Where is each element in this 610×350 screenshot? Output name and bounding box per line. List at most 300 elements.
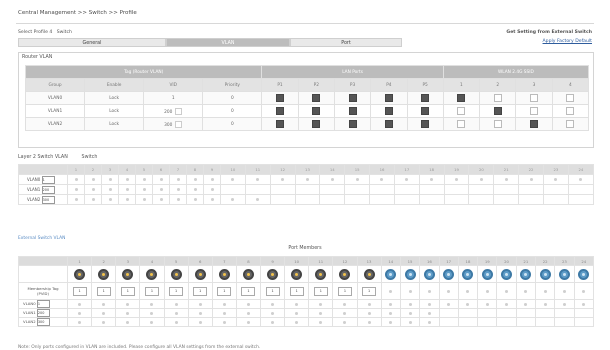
port-member-cell[interactable]	[164, 300, 188, 309]
l2-cell[interactable]	[68, 185, 85, 195]
pvid-input[interactable]: 1	[338, 287, 352, 296]
l2-col-header: 2	[85, 165, 102, 175]
lan-checkbox[interactable]	[276, 107, 284, 115]
l2-cell[interactable]	[270, 195, 295, 205]
port-member-cell[interactable]	[236, 300, 260, 309]
table-row	[26, 92, 589, 105]
port-member-cell[interactable]	[212, 309, 236, 318]
ethernet-port-icon[interactable]	[482, 269, 493, 280]
member-dot	[109, 198, 112, 201]
l2-cell[interactable]	[221, 175, 246, 185]
apply-default-link[interactable]: Apply Factory Default	[542, 39, 592, 44]
l2-cell[interactable]	[444, 195, 469, 205]
port-member-cell[interactable]	[420, 300, 439, 309]
port-member-cell[interactable]	[536, 309, 555, 318]
tab-port[interactable]: Port	[290, 38, 402, 47]
port-member-cell[interactable]	[497, 318, 516, 327]
member-dot	[177, 178, 180, 181]
l2-cell[interactable]	[153, 175, 170, 185]
table-row	[26, 105, 589, 118]
lan-checkbox[interactable]	[276, 94, 284, 102]
l2-cell[interactable]	[568, 175, 593, 185]
tag-cell	[497, 283, 516, 300]
pvid-input[interactable]: 1	[169, 287, 183, 296]
col-priority: Priority	[203, 79, 262, 92]
port-member-cell[interactable]	[285, 309, 309, 318]
member-dot	[177, 198, 180, 201]
l2-col-header: 12	[270, 165, 295, 175]
l2-cell[interactable]	[469, 175, 494, 185]
l2-cell[interactable]	[136, 175, 153, 185]
ethernet-port-icon[interactable]	[520, 269, 531, 280]
ethernet-port-icon[interactable]	[405, 269, 416, 280]
l2-cell[interactable]	[394, 185, 419, 195]
vlan-row-label	[19, 175, 68, 185]
port-member-cell[interactable]	[164, 318, 188, 327]
vlan-select[interactable]: 200	[42, 186, 55, 194]
ethernet-port-icon[interactable]	[171, 269, 182, 280]
l2-cell[interactable]	[494, 195, 519, 205]
port-member-cell[interactable]	[420, 309, 439, 318]
l2-col-header: 24	[568, 165, 593, 175]
port-member-cell[interactable]	[92, 300, 116, 309]
col-ssid-2: 2	[480, 79, 516, 92]
member-dot	[223, 312, 226, 315]
enable-cell: Lock	[85, 105, 144, 118]
ethernet-port-icon[interactable]	[501, 269, 512, 280]
port-icon-cell	[357, 266, 381, 283]
port-member-cell[interactable]	[212, 318, 236, 327]
l2-col-header: 11	[245, 165, 270, 175]
l2-cell[interactable]	[102, 195, 119, 205]
port-member-cell[interactable]	[381, 309, 400, 318]
tag-cell	[261, 283, 285, 300]
tag-cell	[285, 283, 309, 300]
port-member-cell[interactable]	[516, 309, 535, 318]
port-number-header: 8	[236, 257, 260, 266]
tag-cell	[420, 283, 439, 300]
ethernet-port-icon[interactable]	[339, 269, 350, 280]
port-member-cell[interactable]	[574, 318, 593, 327]
port-member-cell[interactable]	[458, 309, 477, 318]
port-number-header: 13	[357, 257, 381, 266]
ethernet-port-icon[interactable]	[364, 269, 375, 280]
l2-col-header: 5	[136, 165, 153, 175]
member-dot	[175, 303, 178, 306]
member-dot	[428, 290, 431, 293]
pvid-input[interactable]: 1	[241, 287, 255, 296]
port-member-cell[interactable]	[309, 318, 333, 327]
ssid-checkbox[interactable]	[494, 107, 502, 115]
l2-cell[interactable]	[136, 185, 153, 195]
port-member-cell[interactable]	[555, 309, 574, 318]
lan-checkbox[interactable]	[349, 120, 357, 128]
l2-cell[interactable]	[494, 175, 519, 185]
l2-cell[interactable]	[345, 185, 370, 195]
port-member-cell[interactable]	[400, 309, 419, 318]
vid-check[interactable]	[175, 108, 182, 115]
ssid-checkbox[interactable]	[530, 94, 538, 102]
l2-cell[interactable]	[221, 185, 246, 195]
vlan-name: VLAN0	[23, 301, 36, 306]
pvid-input[interactable]: 1	[314, 287, 328, 296]
ethernet-port-icon[interactable]	[122, 269, 133, 280]
l2-cell[interactable]	[543, 175, 568, 185]
port-member-cell[interactable]	[536, 318, 555, 327]
tag-cell	[555, 283, 574, 300]
priority-cell: 0	[203, 92, 262, 105]
ethernet-port-icon[interactable]	[291, 269, 302, 280]
membership-pvid-label: (PVID)	[37, 291, 49, 296]
l2-col-header: 15	[345, 165, 370, 175]
ssid-checkbox[interactable]	[530, 107, 538, 115]
l2-cell[interactable]	[270, 185, 295, 195]
member-dot	[409, 303, 412, 306]
port-member-cell[interactable]	[188, 318, 212, 327]
port-member-cell[interactable]	[140, 309, 164, 318]
ethernet-port-icon[interactable]	[74, 269, 85, 280]
port-member-cell[interactable]	[333, 309, 357, 318]
l2-cell[interactable]	[320, 195, 345, 205]
ethernet-port-icon[interactable]	[559, 269, 570, 280]
pvid-input[interactable]: 1	[73, 287, 87, 296]
port-member-cell[interactable]	[381, 300, 400, 309]
port-member-cell[interactable]	[458, 318, 477, 327]
port-member-cell[interactable]	[574, 300, 593, 309]
port-member-cell[interactable]	[164, 309, 188, 318]
lan-checkbox[interactable]	[276, 120, 284, 128]
pvid-input[interactable]: 1	[121, 287, 135, 296]
member-dot	[409, 290, 412, 293]
port-member-cell[interactable]	[574, 309, 593, 318]
l2-cell[interactable]	[136, 195, 153, 205]
l2-cell[interactable]	[85, 175, 102, 185]
member-dot	[199, 303, 202, 306]
lan-checkbox[interactable]	[421, 120, 429, 128]
l2-cell[interactable]	[270, 175, 295, 185]
port-member-cell[interactable]	[400, 300, 419, 309]
vlan-select[interactable]: 1	[37, 300, 50, 308]
profile-select-value[interactable]: Switch	[56, 30, 72, 35]
port-member-cell[interactable]	[400, 318, 419, 327]
port-member-cell[interactable]	[309, 309, 333, 318]
member-dot	[505, 290, 508, 293]
port-member-cell[interactable]	[140, 300, 164, 309]
port-member-cell[interactable]	[458, 300, 477, 309]
port-member-cell[interactable]	[140, 318, 164, 327]
l2-cell[interactable]	[102, 185, 119, 195]
tag-cell	[536, 283, 555, 300]
member-dot	[75, 178, 78, 181]
member-dot	[306, 178, 309, 181]
l2-vlan-table	[18, 164, 594, 205]
l2-cell[interactable]	[370, 195, 395, 205]
l2-cell[interactable]	[85, 195, 102, 205]
group-name: VLAN2	[26, 118, 85, 131]
l2-cell[interactable]	[394, 175, 419, 185]
tab-general[interactable]: General	[18, 38, 166, 47]
l2-cell[interactable]	[204, 195, 221, 205]
member-dot	[455, 178, 458, 181]
ssid-checkbox[interactable]	[494, 120, 502, 128]
pvid-input[interactable]: 1	[290, 287, 304, 296]
ethernet-port-icon[interactable]	[195, 269, 206, 280]
l2-cell[interactable]	[444, 175, 469, 185]
port-icon-cell	[536, 266, 555, 283]
member-dot	[505, 178, 508, 181]
port-member-cell[interactable]	[439, 300, 458, 309]
vlan-row-label	[19, 195, 68, 205]
col-ssid-4: 4	[552, 79, 588, 92]
port-member-cell[interactable]	[68, 309, 92, 318]
port-member-cell[interactable]	[516, 318, 535, 327]
l2-cell[interactable]	[187, 195, 204, 205]
vid-check[interactable]	[175, 121, 182, 128]
port-member-cell[interactable]	[357, 300, 381, 309]
lan-checkbox[interactable]	[312, 120, 320, 128]
get-setting-link[interactable]: Get Setting from External Switch	[506, 30, 592, 35]
l2-cell[interactable]	[295, 185, 320, 195]
l2-cell[interactable]	[295, 175, 320, 185]
l2-col-header: 16	[370, 165, 395, 175]
ssid-checkbox[interactable]	[530, 120, 538, 128]
port-member-cell[interactable]	[478, 309, 497, 318]
ssid-checkbox[interactable]	[457, 107, 465, 115]
port-member-cell[interactable]	[357, 309, 381, 318]
pvid-input[interactable]: 1	[217, 287, 231, 296]
port-icon-cell	[212, 266, 236, 283]
l2-cell[interactable]	[469, 195, 494, 205]
l2-cell[interactable]	[444, 185, 469, 195]
l2-cell[interactable]	[102, 175, 119, 185]
pvid-input[interactable]: 1	[362, 287, 376, 296]
port-icon-cell	[555, 266, 574, 283]
port-member-cell[interactable]	[555, 300, 574, 309]
l2-cell[interactable]	[519, 185, 544, 195]
l2-cell[interactable]	[170, 195, 187, 205]
tab-vlan[interactable]: VLAN	[166, 38, 290, 47]
lan-checkbox[interactable]	[421, 94, 429, 102]
member-dot	[126, 312, 129, 315]
member-dot	[368, 312, 371, 315]
l2-cell[interactable]	[68, 195, 85, 205]
port-member-cell[interactable]	[536, 300, 555, 309]
port-member-cell[interactable]	[478, 318, 497, 327]
port-member-cell[interactable]	[261, 309, 285, 318]
ethernet-port-icon[interactable]	[443, 269, 454, 280]
member-dot	[211, 178, 214, 181]
port-member-cell[interactable]	[555, 318, 574, 327]
port-member-cell[interactable]	[439, 309, 458, 318]
ethernet-port-icon[interactable]	[243, 269, 254, 280]
member-dot	[126, 178, 129, 181]
vlan-name: VLAN2	[23, 319, 36, 324]
port-member-cell[interactable]	[309, 300, 333, 309]
l2-cell[interactable]	[320, 185, 345, 195]
ethernet-port-icon[interactable]	[540, 269, 551, 280]
member-dot	[231, 198, 234, 201]
l2-cell[interactable]	[119, 195, 136, 205]
l2-cell[interactable]	[85, 185, 102, 195]
l2-cell[interactable]	[245, 175, 270, 185]
vlan-select[interactable]: 300	[37, 318, 50, 326]
lan-checkbox[interactable]	[349, 107, 357, 115]
member-dot	[75, 198, 78, 201]
ssid-checkbox[interactable]	[457, 120, 465, 128]
l2-cell[interactable]	[543, 195, 568, 205]
port-member-cell[interactable]	[497, 300, 516, 309]
lan-checkbox[interactable]	[312, 94, 320, 102]
ethernet-port-icon[interactable]	[98, 269, 109, 280]
member-dot	[295, 321, 298, 324]
membership-tag-label: Membership Tag	[27, 286, 59, 291]
ethernet-port-icon[interactable]	[146, 269, 157, 280]
l2-cell[interactable]	[568, 195, 593, 205]
lan-checkbox[interactable]	[385, 107, 393, 115]
l2-col-header	[19, 165, 68, 175]
l2-cell[interactable]	[345, 175, 370, 185]
ethernet-port-icon[interactable]	[219, 269, 230, 280]
ethernet-port-icon[interactable]	[267, 269, 278, 280]
port-member-cell[interactable]	[188, 300, 212, 309]
port-member-cell[interactable]	[92, 318, 116, 327]
l2-cell[interactable]	[204, 185, 221, 195]
col-lan-p3: P3	[334, 79, 370, 92]
ssid-checkbox[interactable]	[566, 107, 574, 115]
col-vid: VID	[144, 79, 203, 92]
l2-cell[interactable]	[153, 185, 170, 195]
port-member-cell[interactable]	[68, 300, 92, 309]
port-member-cell[interactable]	[261, 318, 285, 327]
l2-cell[interactable]	[543, 185, 568, 195]
ssid-checkbox[interactable]	[494, 94, 502, 102]
port-member-cell[interactable]	[116, 318, 140, 327]
port-member-cell[interactable]	[285, 300, 309, 309]
port-member-cell[interactable]	[236, 318, 260, 327]
lan-checkbox[interactable]	[385, 120, 393, 128]
l2-cell[interactable]	[68, 175, 85, 185]
member-dot	[150, 321, 153, 324]
tag-cell	[400, 283, 419, 300]
port-member-cell[interactable]	[212, 300, 236, 309]
port-member-cell[interactable]	[68, 318, 92, 327]
l2-cell[interactable]	[320, 175, 345, 185]
port-icon-label	[19, 266, 68, 283]
port-member-cell[interactable]	[116, 300, 140, 309]
member-dot	[389, 303, 392, 306]
l2-cell[interactable]	[370, 185, 395, 195]
l2-cell[interactable]	[187, 185, 204, 195]
l2-cell[interactable]	[170, 175, 187, 185]
l2-cell[interactable]	[170, 185, 187, 195]
ssid-checkbox[interactable]	[566, 94, 574, 102]
port-member-cell[interactable]	[478, 300, 497, 309]
lan-checkbox[interactable]	[421, 107, 429, 115]
pvid-input[interactable]: 1	[145, 287, 159, 296]
l2-cell[interactable]	[345, 195, 370, 205]
ssid-checkbox[interactable]	[566, 120, 574, 128]
vid-cell: 300	[144, 118, 203, 131]
port-member-cell[interactable]	[439, 318, 458, 327]
ethernet-port-icon[interactable]	[462, 269, 473, 280]
port-member-cell[interactable]	[261, 300, 285, 309]
port-number-header: 10	[285, 257, 309, 266]
l2-cell[interactable]	[204, 175, 221, 185]
tag-cell	[116, 283, 140, 300]
col-lan-p4: P4	[371, 79, 407, 92]
pvid-input[interactable]: 1	[97, 287, 111, 296]
l2-cell[interactable]	[494, 185, 519, 195]
vlan-select[interactable]: 1	[42, 176, 55, 184]
member-dot	[343, 321, 346, 324]
table-row	[26, 118, 589, 131]
ethernet-port-icon[interactable]	[315, 269, 326, 280]
port-member-cell[interactable]	[236, 309, 260, 318]
port-member-cell[interactable]	[285, 318, 309, 327]
member-dot	[579, 178, 582, 181]
ssid-checkbox[interactable]	[457, 94, 465, 102]
l2-col-header: 6	[153, 165, 170, 175]
member-dot	[109, 188, 112, 191]
pvid-input[interactable]: 1	[266, 287, 280, 296]
vlan-select[interactable]: 300	[42, 196, 55, 204]
port-member-cell[interactable]	[516, 300, 535, 309]
port-member-cell[interactable]	[188, 309, 212, 318]
l2-cell[interactable]	[153, 195, 170, 205]
l2-cell[interactable]	[245, 185, 270, 195]
lan-checkbox[interactable]	[349, 94, 357, 102]
l2-cell[interactable]	[519, 175, 544, 185]
lan-checkbox[interactable]	[312, 107, 320, 115]
l2-cell[interactable]	[187, 175, 204, 185]
group-name: VLAN1	[26, 105, 85, 118]
l2-cell[interactable]	[419, 185, 444, 195]
l2-cell[interactable]	[519, 195, 544, 205]
vlan-name: VLAN0	[27, 176, 41, 182]
external-switch-vlan-link[interactable]: External Switch VLAN	[18, 236, 66, 241]
l2-cell[interactable]	[295, 195, 320, 205]
port-member-cell[interactable]	[116, 309, 140, 318]
port-member-cell[interactable]	[357, 318, 381, 327]
ethernet-port-icon[interactable]	[424, 269, 435, 280]
l2-vlan-title: Layer 2 Switch VLAN	[18, 155, 68, 160]
port-member-cell[interactable]	[497, 309, 516, 318]
port-member-cell[interactable]	[92, 309, 116, 318]
ethernet-port-icon[interactable]	[578, 269, 589, 280]
l2-cell[interactable]	[119, 185, 136, 195]
port-number-header: 5	[164, 257, 188, 266]
l2-cell[interactable]	[568, 185, 593, 195]
l2-cell[interactable]	[469, 185, 494, 195]
pvid-input[interactable]: 1	[193, 287, 207, 296]
l2-cell[interactable]	[419, 195, 444, 205]
port-member-cell[interactable]	[420, 318, 439, 327]
l2-cell[interactable]	[119, 175, 136, 185]
vlan-select[interactable]: 200	[37, 309, 50, 317]
l2-cell[interactable]	[419, 175, 444, 185]
l2-cell[interactable]	[370, 175, 395, 185]
l2-cell[interactable]	[221, 195, 246, 205]
port-member-cell[interactable]	[333, 318, 357, 327]
lan-checkbox[interactable]	[385, 94, 393, 102]
port-number-header: 23	[555, 257, 574, 266]
l2-cell[interactable]	[394, 195, 419, 205]
port-member-cell[interactable]	[333, 300, 357, 309]
l2-cell[interactable]	[245, 195, 270, 205]
port-member-cell[interactable]	[381, 318, 400, 327]
port-header-blank	[19, 257, 68, 266]
ethernet-port-icon[interactable]	[385, 269, 396, 280]
